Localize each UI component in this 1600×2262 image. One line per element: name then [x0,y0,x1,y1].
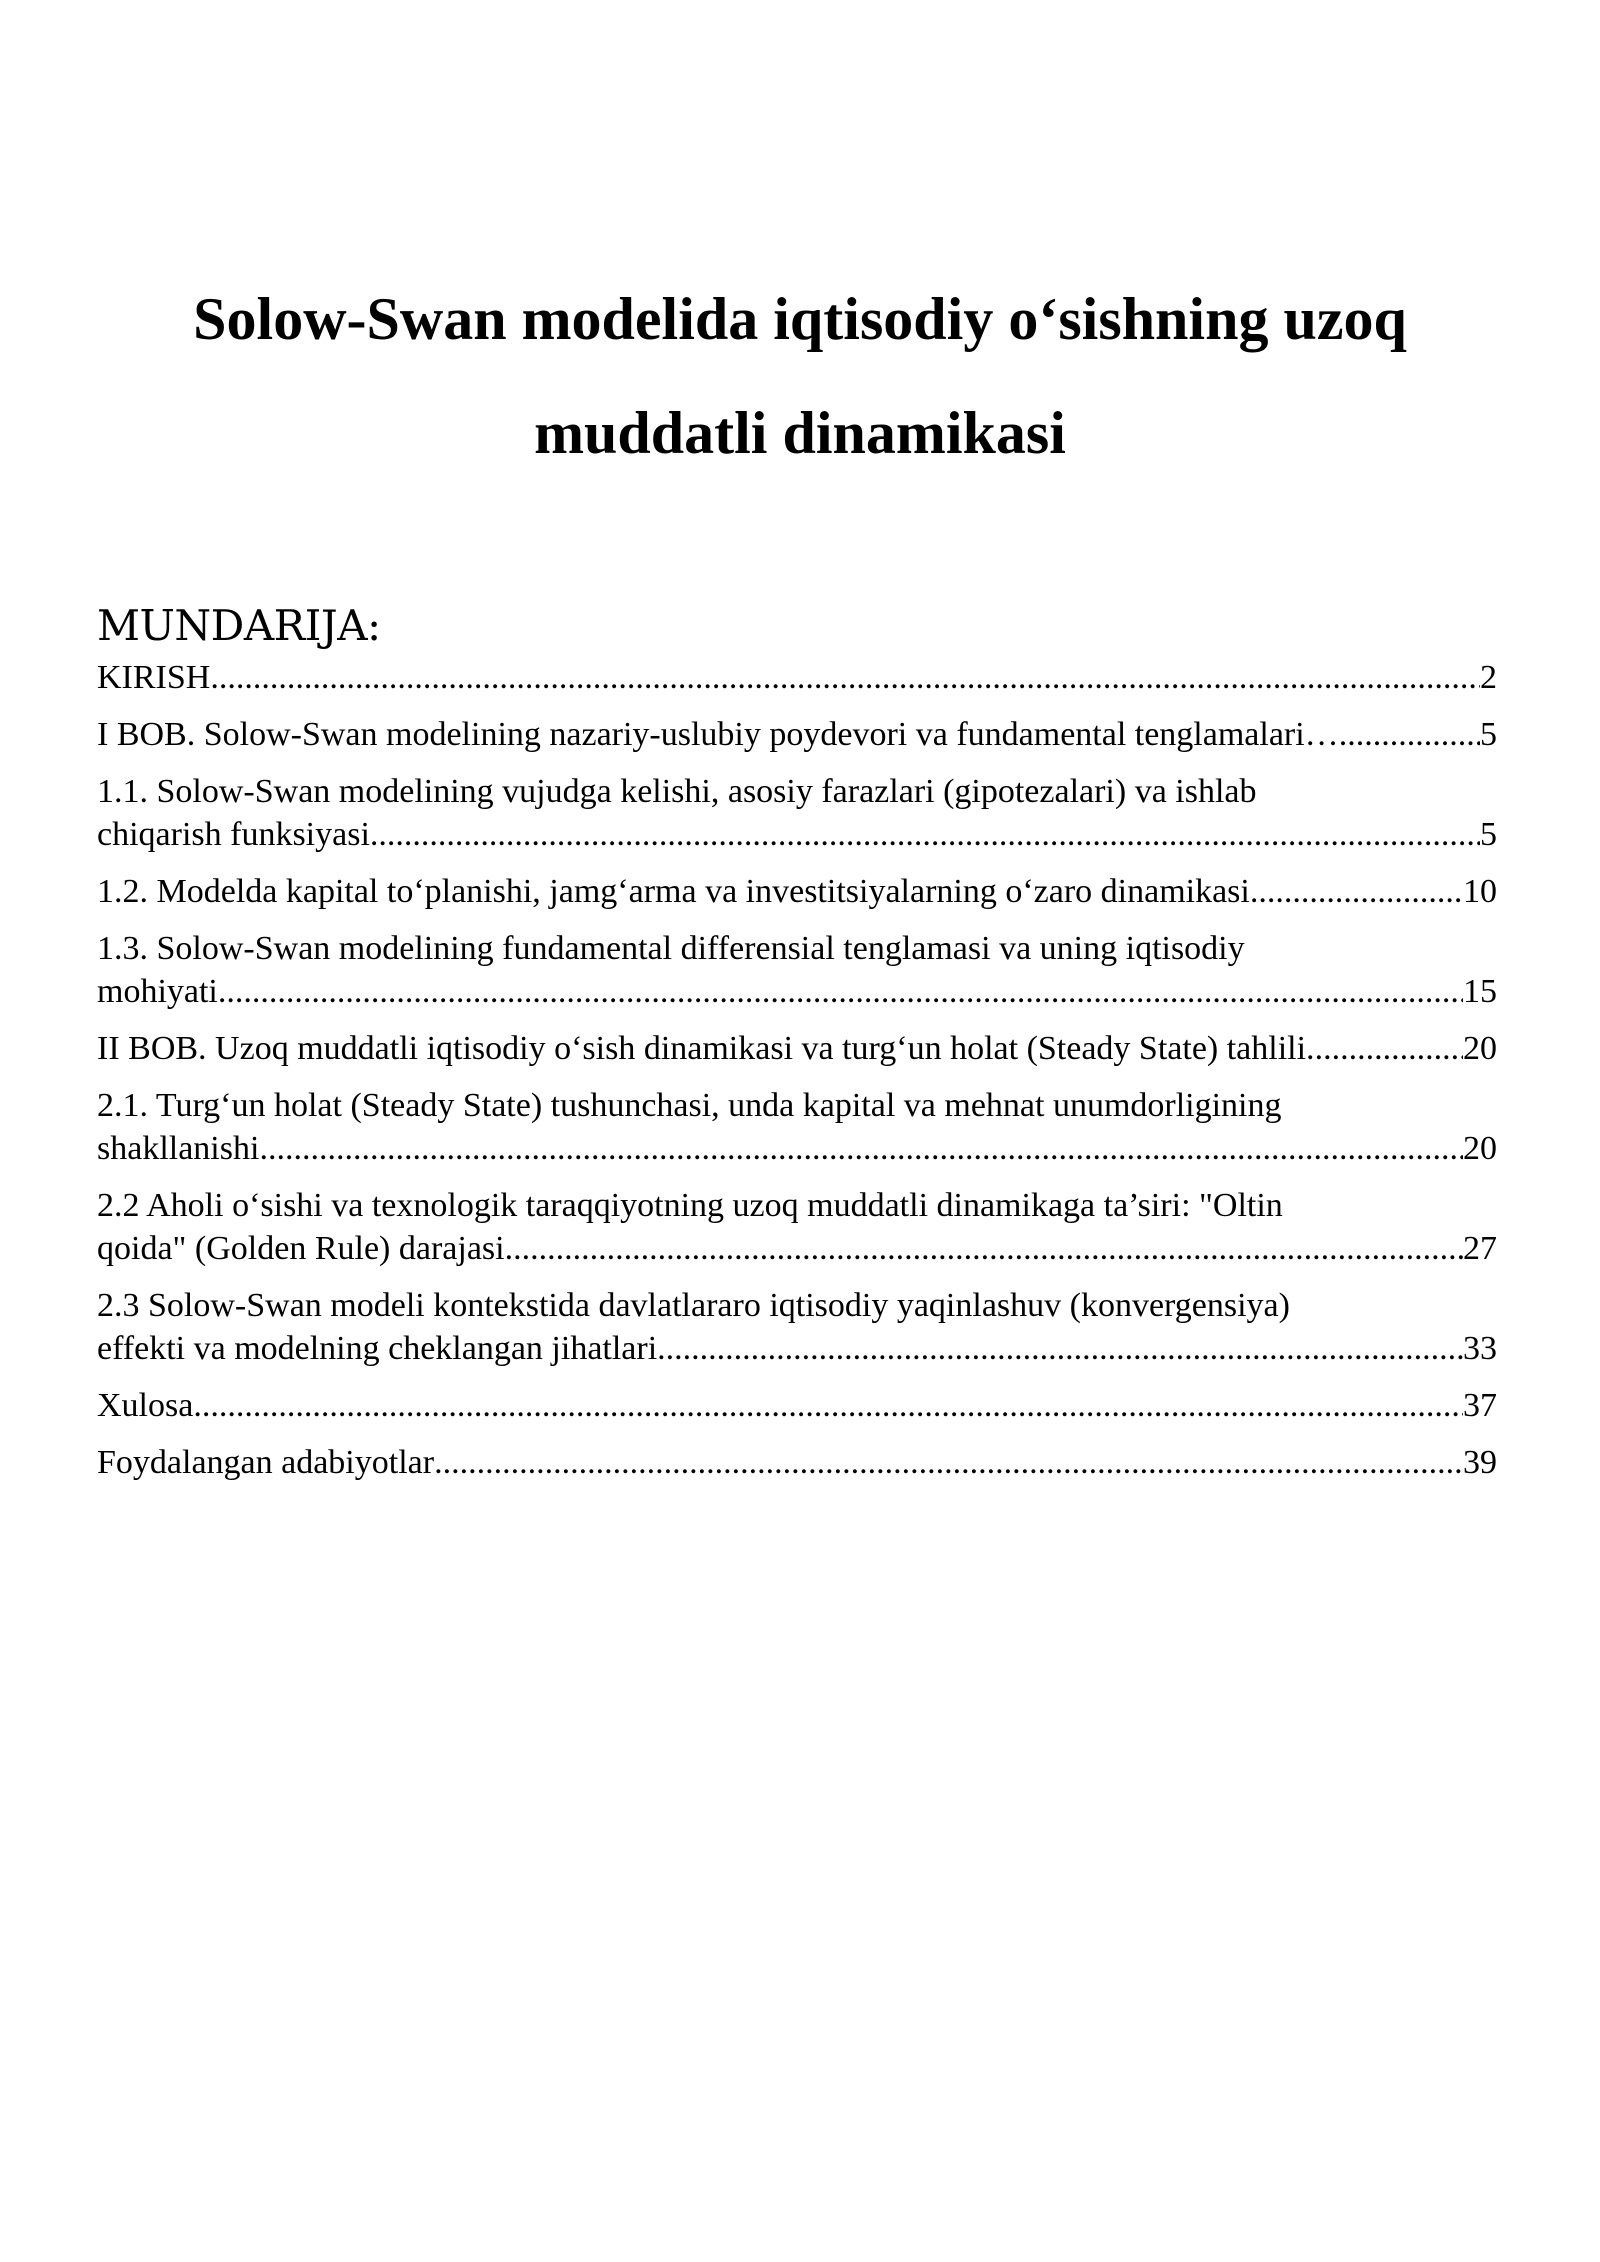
toc-entry-title: mohiyati [97,973,218,1010]
toc-page-number: 39 [1463,1444,1497,1481]
toc-entry-title-first-line: 2.2 Aholi o‘sishi va texnologik taraqqiyotning uzoq muddatli dinamikaga ta’siri: "Oltin [97,1187,1283,1224]
table-of-contents [97,598,1497,1498]
toc-entry-title: qoida" (Golden Rule) darajasi [97,1230,505,1267]
toc-entry-line [97,1441,1497,1484]
toc-entry-line [97,1384,1497,1427]
toc-entry-line [97,1127,1497,1170]
toc-entry[interactable] [97,1384,1497,1427]
toc-entry[interactable] [97,1284,1497,1370]
toc-dot-leader [193,1384,1463,1427]
document-title [100,262,1500,490]
toc-entry[interactable] [97,1184,1497,1270]
toc-dot-leader [1250,870,1463,913]
toc-entry-title: shakllanishi [97,1130,260,1167]
toc-entry[interactable] [97,1084,1497,1170]
toc-entry-title: II BOB. Uzoq muddatli iqtisodiy o‘sish dinamikasi va turg‘un holat (Steady State) tahlili. [97,1030,1315,1067]
toc-entry[interactable] [97,713,1497,756]
toc-dot-leader [218,970,1463,1013]
toc-entry[interactable] [97,1027,1497,1070]
toc-entry-line [97,970,1497,1013]
toc-page-number: 33 [1463,1330,1497,1367]
toc-heading: MUNDARIJA: [97,601,381,650]
toc-entry[interactable] [97,1441,1497,1484]
toc-page-number: 5 [1480,816,1497,853]
document-title-line-1: Solow-Swan modelida iqtisodiy o‘sishning uzoq [193,286,1407,352]
toc-entry-title: chiqarish funksiyasi [97,816,370,853]
toc-entry-line [97,870,1497,913]
toc-page-number: 15 [1463,973,1497,1010]
toc-entry-title: 1.2. Modelda kapital to‘planishi, jamg‘arma va investitsiyalarning o‘zaro dinamikasi [97,873,1250,910]
toc-page-number: 5 [1480,716,1497,753]
toc-page-number: 20 [1463,1030,1497,1067]
toc-entry-line [97,656,1497,699]
toc-entry-title-first-line: 2.1. Turg‘un holat (Steady State) tushunchasi, unda kapital va mehnat unumdorligining [97,1087,1282,1124]
toc-dot-leader [434,1441,1463,1484]
toc-entry[interactable] [97,656,1497,699]
toc-entry[interactable] [97,870,1497,913]
toc-entry-line [97,1327,1497,1370]
toc-dot-leader [259,1127,1463,1170]
toc-entry[interactable] [97,770,1497,856]
toc-entry-line [97,1227,1497,1270]
toc-list [97,656,1497,1484]
toc-entry-line [97,813,1497,856]
toc-dot-leader [1315,1027,1463,1070]
toc-dot-leader [210,656,1480,699]
toc-page-number: 27 [1463,1230,1497,1267]
toc-dot-leader [370,813,1480,856]
toc-entry-title: effekti va modelning cheklangan jihatlari [97,1330,658,1367]
toc-entry-title-first-line: 2.3 Solow-Swan modeli kontekstida davlatlararo iqtisodiy yaqinlashuv (konvergensiya) [97,1287,1290,1324]
toc-page-number: 20 [1463,1130,1497,1167]
toc-dot-leader [1339,713,1480,756]
toc-entry-title: Foydalangan adabiyotlar [97,1444,435,1481]
toc-entry-title: I BOB. Solow-Swan modelining nazariy-uslubiy poydevori va fundamental tenglamalari… [97,716,1339,753]
toc-entry-line [97,713,1497,756]
toc-page-number: 2 [1480,659,1497,696]
toc-entry-title: KIRISH [97,659,211,696]
toc-entry-title-first-line: 1.1. Solow-Swan modelining vujudga kelishi, asosiy farazlari (gipotezalari) va ishlab [97,773,1257,810]
toc-entry-title-first-line: 1.3. Solow-Swan modelining fundamental differensial tenglamasi va uning iqtisodiy [97,930,1245,967]
toc-entry-line [97,1027,1497,1070]
toc-page-number: 10 [1463,873,1497,910]
toc-dot-leader [505,1227,1463,1270]
toc-entry-title: Xulosa [97,1387,194,1424]
document-title-line-2: muddatli dinamikasi [534,400,1066,466]
toc-dot-leader [657,1327,1463,1370]
toc-page-number: 37 [1463,1387,1497,1424]
toc-entry[interactable] [97,927,1497,1013]
